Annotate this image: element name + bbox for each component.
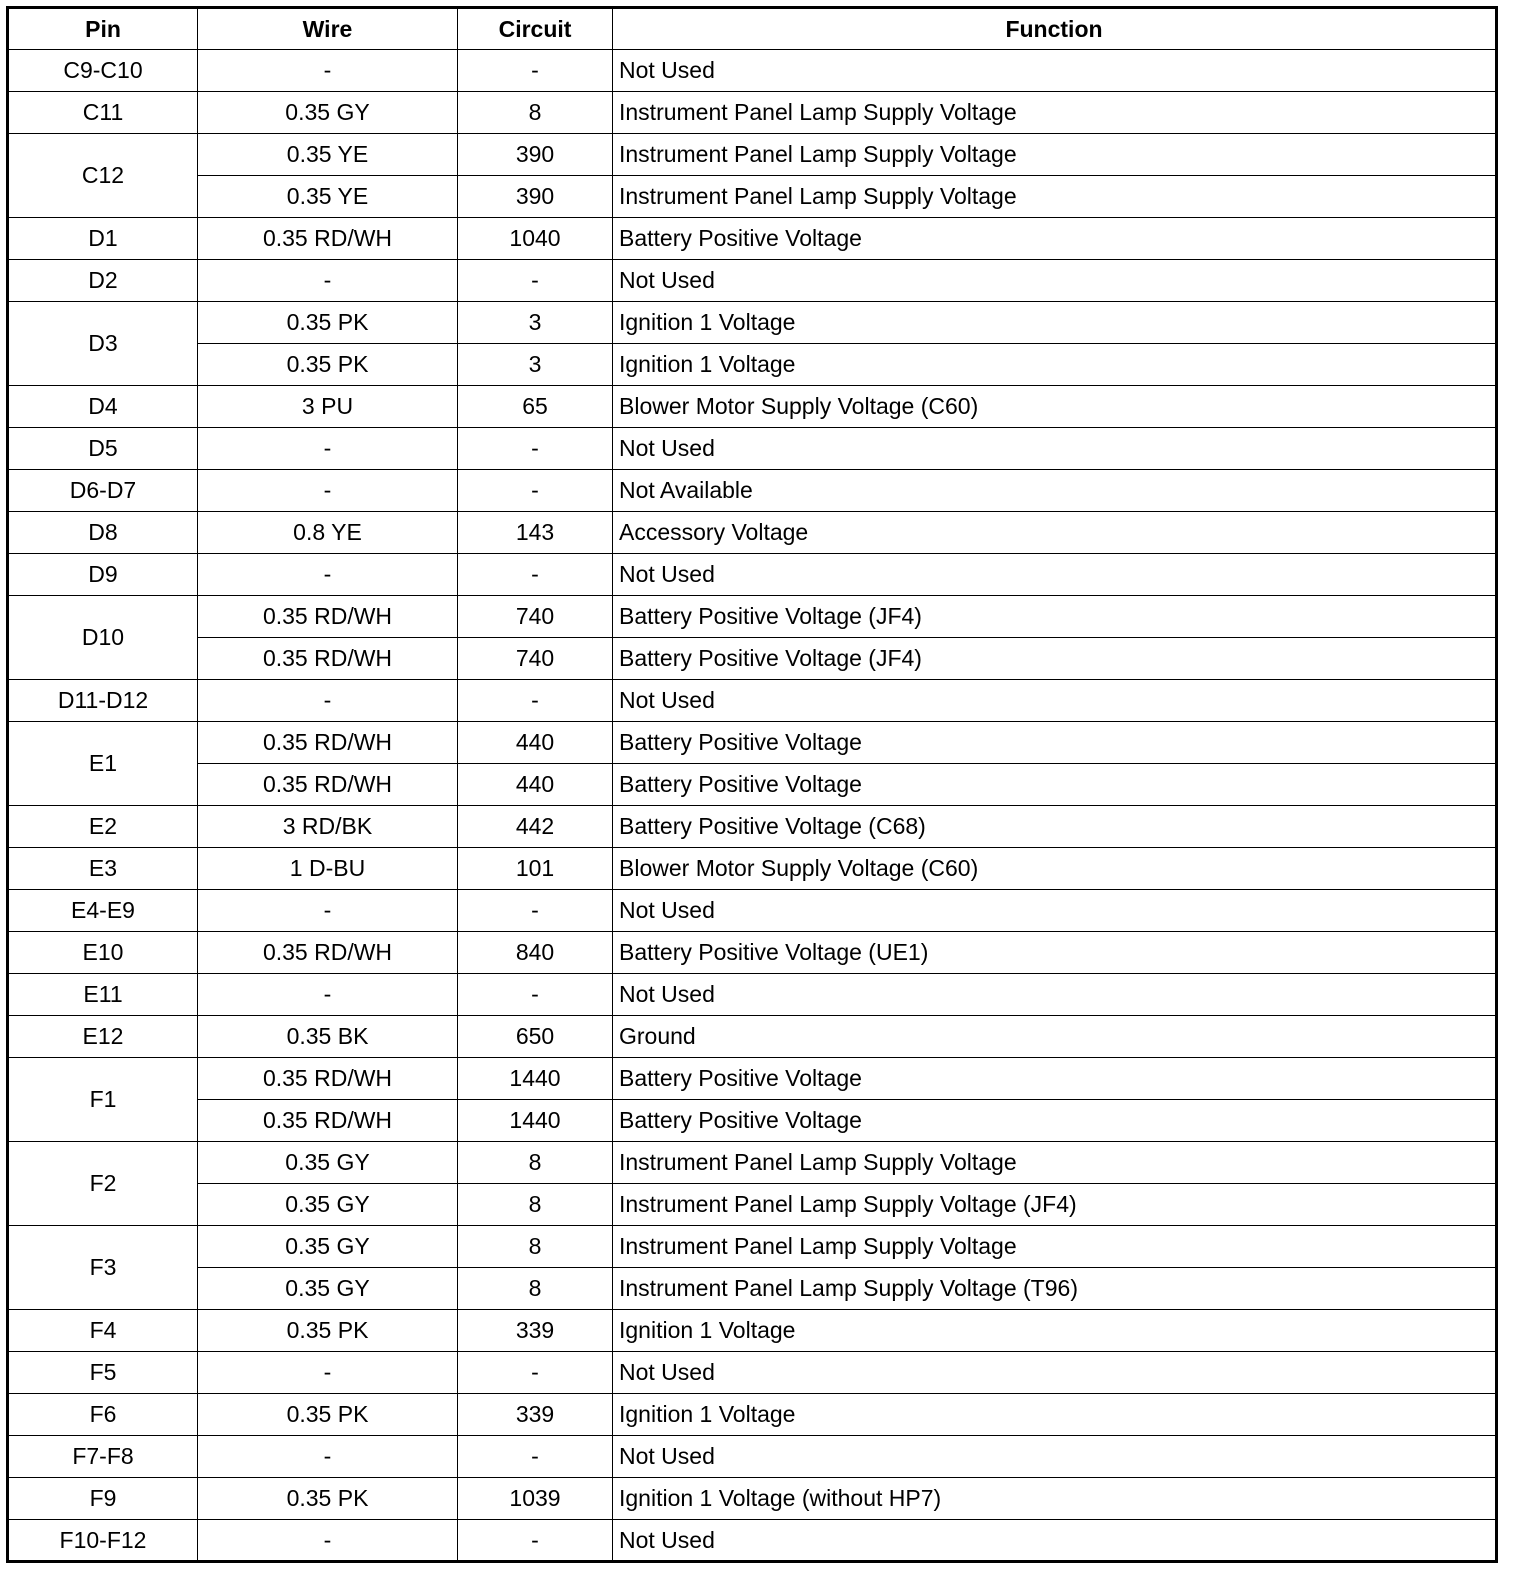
function-cell: Instrument Panel Lamp Supply Voltage (613, 92, 1497, 134)
table-row (8, 806, 1497, 848)
circuit-cell: - (458, 890, 613, 932)
wire-cell: 0.35 GY (198, 1268, 458, 1310)
circuit-cell: 339 (458, 1310, 613, 1352)
function-cell: Battery Positive Voltage (JF4) (613, 596, 1497, 638)
wire-cell: - (198, 1436, 458, 1478)
circuit-cell: 740 (458, 638, 613, 680)
table-row (8, 1058, 1497, 1100)
table-row (8, 344, 1497, 386)
wire-cell: 0.35 GY (198, 92, 458, 134)
wire-cell: 0.35 YE (198, 176, 458, 218)
table-row (8, 218, 1497, 260)
circuit-cell: 442 (458, 806, 613, 848)
circuit-cell: 440 (458, 764, 613, 806)
table-row (8, 1352, 1497, 1394)
pin-cell: C12 (8, 134, 198, 218)
table-row (8, 764, 1497, 806)
table-row (8, 1184, 1497, 1226)
wire-cell: 3 RD/BK (198, 806, 458, 848)
pin-cell: D6-D7 (8, 470, 198, 512)
function-cell: Instrument Panel Lamp Supply Voltage (613, 134, 1497, 176)
pin-cell: E11 (8, 974, 198, 1016)
function-cell: Instrument Panel Lamp Supply Voltage (613, 176, 1497, 218)
table-row (8, 890, 1497, 932)
circuit-cell: 390 (458, 134, 613, 176)
circuit-cell: 8 (458, 1142, 613, 1184)
circuit-cell: 740 (458, 596, 613, 638)
function-cell: Battery Positive Voltage (613, 1058, 1497, 1100)
pin-cell: E4-E9 (8, 890, 198, 932)
wire-cell: 1 D-BU (198, 848, 458, 890)
pin-cell: F9 (8, 1478, 198, 1520)
circuit-cell: - (458, 974, 613, 1016)
circuit-cell: 3 (458, 302, 613, 344)
function-cell: Blower Motor Supply Voltage (C60) (613, 386, 1497, 428)
table-row (8, 260, 1497, 302)
function-cell: Not Used (613, 554, 1497, 596)
function-cell: Not Used (613, 890, 1497, 932)
function-cell: Not Used (613, 1436, 1497, 1478)
circuit-cell: - (458, 428, 613, 470)
function-cell: Battery Positive Voltage (613, 764, 1497, 806)
wire-cell: 0.35 RD/WH (198, 596, 458, 638)
table-row (8, 386, 1497, 428)
circuit-cell: - (458, 470, 613, 512)
wire-cell: 3 PU (198, 386, 458, 428)
wire-cell: 0.35 GY (198, 1184, 458, 1226)
pin-cell: D5 (8, 428, 198, 470)
wire-cell: - (198, 1352, 458, 1394)
pin-cell: C11 (8, 92, 198, 134)
table-row (8, 596, 1497, 638)
circuit-cell: 840 (458, 932, 613, 974)
wire-cell: 0.35 PK (198, 1478, 458, 1520)
function-cell: Ground (613, 1016, 1497, 1058)
pin-cell: F2 (8, 1142, 198, 1226)
table-row (8, 1142, 1497, 1184)
circuit-cell: 390 (458, 176, 613, 218)
table-row (8, 302, 1497, 344)
circuit-cell: 440 (458, 722, 613, 764)
wire-cell: - (198, 974, 458, 1016)
wire-cell: 0.35 RD/WH (198, 722, 458, 764)
pin-cell: D2 (8, 260, 198, 302)
circuit-cell: 1440 (458, 1058, 613, 1100)
table-row (8, 932, 1497, 974)
pin-cell: F1 (8, 1058, 198, 1142)
table-row (8, 722, 1497, 764)
wire-cell: - (198, 680, 458, 722)
table-row (8, 1394, 1497, 1436)
pin-cell: F3 (8, 1226, 198, 1310)
pin-cell: F7-F8 (8, 1436, 198, 1478)
wire-cell: 0.35 PK (198, 302, 458, 344)
pin-cell: F10-F12 (8, 1520, 198, 1562)
table-row (8, 1268, 1497, 1310)
circuit-cell: 101 (458, 848, 613, 890)
function-cell: Accessory Voltage (613, 512, 1497, 554)
wire-cell: 0.35 RD/WH (198, 1058, 458, 1100)
wire-cell: 0.35 RD/WH (198, 1100, 458, 1142)
function-cell: Instrument Panel Lamp Supply Voltage (613, 1142, 1497, 1184)
function-cell: Battery Positive Voltage (JF4) (613, 638, 1497, 680)
header-pin: Pin (8, 8, 198, 50)
circuit-cell: - (458, 260, 613, 302)
function-cell: Blower Motor Supply Voltage (C60) (613, 848, 1497, 890)
function-cell: Ignition 1 Voltage (without HP7) (613, 1478, 1497, 1520)
circuit-cell: 8 (458, 1226, 613, 1268)
table-row (8, 974, 1497, 1016)
circuit-cell: 3 (458, 344, 613, 386)
table-row (8, 1478, 1497, 1520)
wire-cell: 0.35 RD/WH (198, 764, 458, 806)
header-function: Function (613, 8, 1497, 50)
circuit-cell: 65 (458, 386, 613, 428)
table-row (8, 848, 1497, 890)
pin-cell: F5 (8, 1352, 198, 1394)
function-cell: Battery Positive Voltage (613, 1100, 1497, 1142)
table-header-row (8, 8, 1497, 50)
table-row (8, 1310, 1497, 1352)
table-row (8, 134, 1497, 176)
wire-cell: 0.35 GY (198, 1142, 458, 1184)
table-row (8, 680, 1497, 722)
function-cell: Battery Positive Voltage (613, 218, 1497, 260)
wire-cell: - (198, 50, 458, 92)
wire-cell: 0.35 RD/WH (198, 932, 458, 974)
pin-cell: D9 (8, 554, 198, 596)
table-row (8, 428, 1497, 470)
function-cell: Battery Positive Voltage (UE1) (613, 932, 1497, 974)
pin-cell: E2 (8, 806, 198, 848)
table-row (8, 512, 1497, 554)
wire-cell: 0.35 GY (198, 1226, 458, 1268)
function-cell: Not Used (613, 428, 1497, 470)
function-cell: Not Used (613, 260, 1497, 302)
table-row (8, 554, 1497, 596)
table-row (8, 92, 1497, 134)
circuit-cell: 8 (458, 1184, 613, 1226)
circuit-cell: - (458, 680, 613, 722)
circuit-cell: - (458, 1436, 613, 1478)
circuit-cell: 1039 (458, 1478, 613, 1520)
pin-function-table (6, 6, 1498, 1563)
table-row (8, 176, 1497, 218)
table-row (8, 1016, 1497, 1058)
wire-cell: - (198, 1520, 458, 1562)
function-cell: Not Available (613, 470, 1497, 512)
wire-cell: - (198, 470, 458, 512)
wire-cell: 0.35 PK (198, 1394, 458, 1436)
table-row (8, 50, 1497, 92)
table-row (8, 1100, 1497, 1142)
pin-cell: E12 (8, 1016, 198, 1058)
table-row (8, 1226, 1497, 1268)
circuit-cell: 1440 (458, 1100, 613, 1142)
function-cell: Instrument Panel Lamp Supply Voltage (T96) (613, 1268, 1497, 1310)
wire-cell: - (198, 554, 458, 596)
function-cell: Instrument Panel Lamp Supply Voltage (613, 1226, 1497, 1268)
header-wire: Wire (198, 8, 458, 50)
circuit-cell: 339 (458, 1394, 613, 1436)
pin-cell: D4 (8, 386, 198, 428)
table-row (8, 1520, 1497, 1562)
circuit-cell: - (458, 554, 613, 596)
circuit-cell: 650 (458, 1016, 613, 1058)
table-body (8, 50, 1497, 1562)
circuit-cell: - (458, 1352, 613, 1394)
wire-cell: 0.35 RD/WH (198, 218, 458, 260)
circuit-cell: 1040 (458, 218, 613, 260)
wire-cell: 0.35 PK (198, 344, 458, 386)
function-cell: Not Used (613, 1520, 1497, 1562)
wire-cell: 0.35 RD/WH (198, 638, 458, 680)
circuit-cell: - (458, 50, 613, 92)
pin-cell: F4 (8, 1310, 198, 1352)
function-cell: Battery Positive Voltage (613, 722, 1497, 764)
wire-cell: 0.35 PK (198, 1310, 458, 1352)
function-cell: Not Used (613, 1352, 1497, 1394)
circuit-cell: 8 (458, 92, 613, 134)
pin-cell: D1 (8, 218, 198, 260)
pin-cell: D8 (8, 512, 198, 554)
wire-cell: 0.8 YE (198, 512, 458, 554)
table-row (8, 470, 1497, 512)
function-cell: Ignition 1 Voltage (613, 302, 1497, 344)
function-cell: Instrument Panel Lamp Supply Voltage (JF4) (613, 1184, 1497, 1226)
header-circuit: Circuit (458, 8, 613, 50)
wire-cell: 0.35 BK (198, 1016, 458, 1058)
pin-cell: C9-C10 (8, 50, 198, 92)
function-cell: Battery Positive Voltage (C68) (613, 806, 1497, 848)
pin-cell: E10 (8, 932, 198, 974)
pin-cell: D3 (8, 302, 198, 386)
circuit-cell: 143 (458, 512, 613, 554)
wire-cell: - (198, 260, 458, 302)
function-cell: Ignition 1 Voltage (613, 1394, 1497, 1436)
function-cell: Not Used (613, 974, 1497, 1016)
pin-cell: E1 (8, 722, 198, 806)
function-cell: Ignition 1 Voltage (613, 1310, 1497, 1352)
wire-cell: - (198, 890, 458, 932)
function-cell: Not Used (613, 680, 1497, 722)
wire-cell: 0.35 YE (198, 134, 458, 176)
table-row (8, 638, 1497, 680)
pin-cell: D11-D12 (8, 680, 198, 722)
table-row (8, 1436, 1497, 1478)
pin-cell: F6 (8, 1394, 198, 1436)
pin-cell: D10 (8, 596, 198, 680)
circuit-cell: - (458, 1520, 613, 1562)
function-cell: Not Used (613, 50, 1497, 92)
wire-cell: - (198, 428, 458, 470)
pin-cell: E3 (8, 848, 198, 890)
circuit-cell: 8 (458, 1268, 613, 1310)
function-cell: Ignition 1 Voltage (613, 344, 1497, 386)
